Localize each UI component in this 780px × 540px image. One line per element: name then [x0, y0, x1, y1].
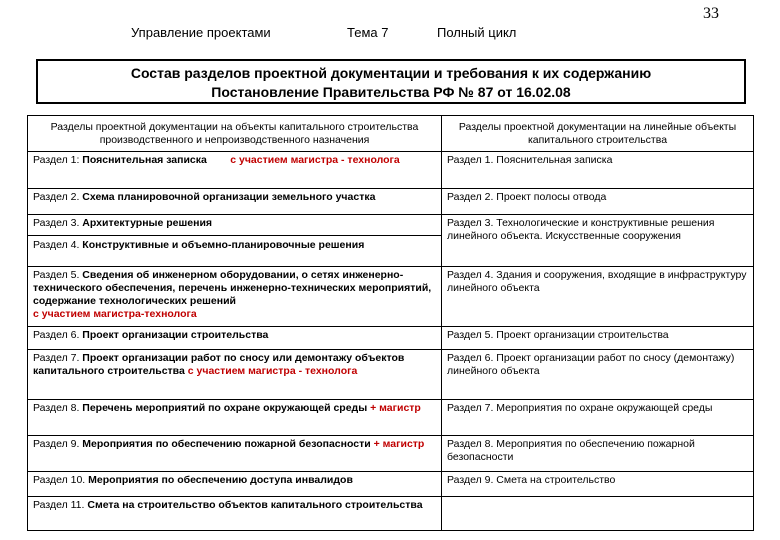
section-prefix: Раздел 11.	[33, 499, 88, 511]
section-title: Проект организации работ по сносу или демонтажу объектов капитального строительства	[33, 352, 405, 377]
role-note: с участием магистра - технолога	[187, 365, 358, 377]
table-row	[28, 267, 754, 327]
table-row	[28, 497, 754, 531]
section-title: Смета на строительство объектов капитального строительства	[87, 499, 423, 511]
section-prefix: Раздел 6.	[33, 329, 83, 341]
table-row	[28, 350, 754, 400]
table-header-row	[28, 116, 754, 152]
title-line-2: Постановление Правительства РФ № 87 от 16.02.08	[211, 84, 571, 100]
column-header-left: Разделы проектной документации на объекты капитального строительства производственного и непроизводственного назначения	[28, 116, 442, 152]
table-row	[28, 472, 754, 497]
header-topic: Тема 7	[347, 25, 389, 40]
right-cell: Раздел 8. Мероприятия по обеспечению пожарной безопасности	[442, 436, 754, 472]
right-cell: Раздел 5. Проект организации строительства	[442, 327, 754, 350]
right-cell: Раздел 4. Здания и сооружения, входящие в инфраструктуру линейного объекта	[442, 267, 754, 327]
right-cell: Раздел 3. Технологические и конструктивные решения линейного объекта. Искусственные сооружения	[442, 215, 754, 267]
left-cell	[28, 497, 442, 531]
section-prefix: Раздел 1:	[33, 154, 83, 166]
page-title	[36, 59, 746, 104]
right-cell: Раздел 1. Пояснительная записка	[442, 152, 754, 189]
table-row	[28, 189, 754, 215]
left-cell	[28, 267, 442, 327]
role-note: + магистр	[370, 402, 421, 414]
table-row	[28, 152, 754, 189]
left-cell	[28, 152, 442, 189]
section-prefix: Раздел 10.	[33, 474, 89, 486]
left-cell	[28, 400, 442, 436]
right-cell: Раздел 6. Проект организации работ по сносу (демонтажу) линейного объекта	[442, 350, 754, 400]
section-title: Сведения об инженерном оборудовании, о сетях инженерно-технического обеспечения, перечень инженерно-технических мероприятий, содержание технологических решений	[33, 269, 432, 307]
title-line-1: Состав разделов проектной документации и требования к их содержанию	[130, 65, 652, 81]
header-cycle: Полный цикл	[437, 25, 517, 40]
left-cell	[28, 472, 442, 497]
section-title: Архитектурные решения	[82, 217, 213, 229]
sections-table	[27, 115, 754, 531]
right-cell	[442, 497, 754, 531]
left-cell	[28, 350, 442, 400]
section-title: Мероприятия по обеспечению пожарной безопасности	[82, 438, 371, 450]
left-cell	[28, 327, 442, 350]
left-cell	[28, 215, 442, 267]
section-title: Конструктивные и объемно-планировочные решения	[82, 239, 365, 251]
table-row	[28, 327, 754, 350]
section-prefix: Раздел 7.	[33, 352, 83, 364]
section-prefix: Раздел 5.	[33, 269, 83, 281]
page-number: 33	[703, 5, 719, 22]
section-prefix: Раздел 9.	[33, 438, 83, 450]
section-title: Мероприятия по обеспечению доступа инвалидов	[88, 474, 353, 486]
right-cell: Раздел 9. Смета на строительство	[442, 472, 754, 497]
role-note: с участием магистра - технолога	[230, 154, 400, 166]
role-note: + магистр	[373, 438, 425, 450]
left-cell	[28, 436, 442, 472]
section-title: Схема планировочной организации земельного участка	[82, 191, 376, 203]
section-prefix: Раздел 3.	[33, 217, 83, 229]
section-title: Проект организации строительства	[82, 329, 269, 341]
table-row	[28, 400, 754, 436]
header-course: Управление проектами	[131, 25, 271, 40]
section-prefix: Раздел 4.	[33, 239, 83, 251]
column-header-right: Разделы проектной документации на линейные объекты капитального строительства	[442, 116, 754, 152]
section-title: Пояснительная записка	[82, 154, 207, 166]
left-cell	[28, 189, 442, 215]
role-note: с участием магистра-технолога	[33, 308, 197, 320]
table-row	[28, 215, 754, 267]
right-cell: Раздел 7. Мероприятия по охране окружающей среды	[442, 400, 754, 436]
section-title: Перечень мероприятий по охране окружающей среды	[82, 402, 368, 414]
section-prefix: Раздел 8.	[33, 402, 83, 414]
section-prefix: Раздел 2.	[33, 191, 83, 203]
right-cell: Раздел 2. Проект полосы отвода	[442, 189, 754, 215]
table-row	[28, 436, 754, 472]
